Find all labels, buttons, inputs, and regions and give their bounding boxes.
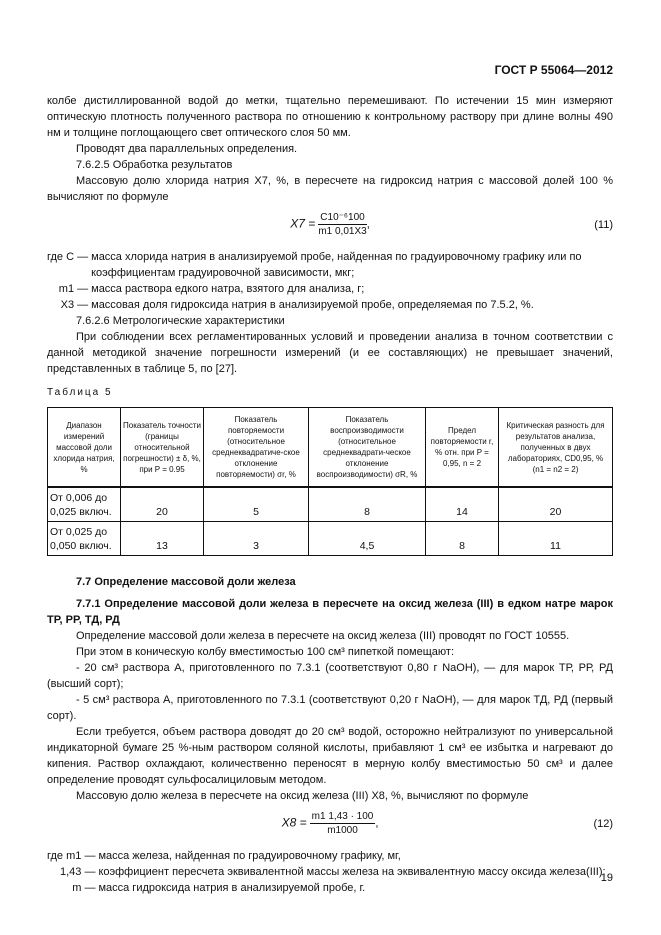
- where-key: где m1 —: [47, 850, 96, 862]
- table-row: [48, 522, 613, 556]
- table-row: [48, 487, 613, 522]
- formula-tail: ,: [366, 218, 370, 231]
- paragraph: При соблюдении всех регламентированных условий и проведении анализа в точном соответствии с данной методикой значение погрешности измерений (и ее составляющих) не превышает значений, представленных в таблице 5, по [27].: [47, 331, 613, 375]
- column-header: Предел повторяемости r, % отн. при P = 0,95, n = 2: [426, 408, 499, 488]
- formula-12: [47, 808, 613, 842]
- paragraph: При этом в коническую колбу вместимостью 100 см³ пипеткой помещают:: [76, 646, 455, 658]
- table-5: [47, 407, 613, 556]
- section-heading: 7.7 Определение массовой доли железа: [76, 576, 296, 588]
- where-list-11: [47, 249, 613, 313]
- where-key: X3 —: [60, 299, 89, 311]
- formula-lhs: X8 =: [281, 815, 307, 830]
- formula-tail: ,: [375, 817, 379, 830]
- column-header: Показатель точности (границы относительной погрешности) ± δ, %, при P = 0.95: [121, 408, 204, 488]
- where-value: масса раствора едкого натра, взятого для анализа, г;: [91, 283, 365, 295]
- paragraph: Проводят два параллельных определения.: [76, 143, 298, 155]
- standard-header: ГОСТ Р 55064—2012: [494, 63, 613, 77]
- where-value: коэффициент пересчета эквивалентной массы железа на эквивалентную массу оксида железа(III);: [98, 866, 606, 878]
- page-number: 19: [600, 872, 613, 884]
- where-key: 1,43 —: [59, 866, 96, 878]
- table-cell: 20: [499, 487, 613, 522]
- paragraph: - 5 см³ раствора А, приготовленного по 7.3.1 (соответствуют 0,20 г NaOH), — для марок ТД, РД (первый сорт).: [47, 694, 613, 722]
- document-body: [47, 93, 613, 896]
- column-header: Показатель воспроизводимости (относительное среднеквадрати-ческое отклонение воспроизводимости) σR, %: [309, 408, 426, 488]
- formula-number: (11): [594, 219, 613, 231]
- paragraph: колбе дистиллированной водой до метки, тщательно перемешивают. По истечении 15 мин измеряют оптическую плотность полученного раствора по отношению к контрольному раствору при длине волны 490 нм и толщине поглощающего свет оптического слоя 50 мм.: [47, 95, 613, 139]
- table-cell: 13: [121, 522, 204, 556]
- where-value: массовая доля гидроксида натрия в анализируемой пробе, определяемая по 7.5.2, %.: [91, 299, 534, 311]
- column-header: Показатель повторяемости (относительное среднеквадратиче-ское отклонение повторяемости) σr, %: [204, 408, 309, 488]
- formula-11: [47, 209, 613, 243]
- paragraph: - 20 см³ раствора А, приготовленного по 7.3.1 (соответствуют 0,80 г NaOH), — для марок ТР, РР, РД (высший сорт);: [47, 662, 613, 690]
- paragraph: Определение массовой доли железа в пересчете на оксид железа (III) проводят по ГОСТ 10555.: [76, 630, 570, 642]
- paragraph: Массовую долю хлорида натрия X7, %, в пересчете на гидроксид натрия с массовой долей 100 % вычисляют по формуле: [47, 175, 613, 203]
- where-key: m1 —: [58, 283, 89, 295]
- formula-lhs: X7 =: [290, 216, 316, 231]
- table-cell: 8: [309, 487, 426, 522]
- table-caption: Таблица 5: [47, 387, 113, 398]
- column-header: Диапазон измерений массовой доли хлорида натрия, %: [48, 408, 121, 488]
- where-key: где C —: [47, 251, 89, 263]
- table-cell: 4,5: [309, 522, 426, 556]
- paragraph: Массовую долю железа в пересчете на оксид железа (III) X8, %, вычисляют по формуле: [76, 790, 529, 802]
- column-header: Критическая разность для результатов анализа, полученных в двух лабораториях, CD0,95, % (n1 = n2 = 2): [499, 408, 613, 488]
- section-heading: 7.6.2.5 Обработка результатов: [76, 159, 233, 171]
- paragraph: Если требуется, объем раствора доводят до 20 см³ водой, осторожно нейтрализуют по универсальной индикаторной бумаге 25 %-ным раствором соляной кислоты, прибавляют 1 см³ ее избытка и нагревают до кипения. Раствор охлаждают, количественно переносят в мерную колбу вместимостью 50 см³ и далее определение проводят сульфосалициловым методом.: [47, 726, 613, 786]
- where-list-12: [47, 848, 613, 896]
- table-cell: От 0,006 до 0,025 включ.: [48, 487, 121, 522]
- table-cell: От 0,025 до 0,050 включ.: [48, 522, 121, 556]
- table-cell: 20: [121, 487, 204, 522]
- denominator: m1 0,01X3: [318, 226, 367, 237]
- table-cell: 14: [426, 487, 499, 522]
- section-heading: 7.6.2.6 Метрологические характеристики: [76, 315, 285, 327]
- where-key: m —: [72, 882, 96, 894]
- numerator: C10⁻⁶100: [320, 212, 365, 223]
- table-cell: 5: [204, 487, 309, 522]
- where-value: масса гидроксида натрия в анализируемой пробе, г.: [98, 882, 366, 894]
- denominator: m1000: [327, 825, 358, 836]
- table-cell: 3: [204, 522, 309, 556]
- formula-number: (12): [593, 818, 613, 830]
- table-cell: 11: [499, 522, 613, 556]
- section-heading: 7.7.1 Определение массовой доли железа в пересчете на оксид железа (III) в едком натре марок ТР, РР, ТД, РД: [47, 598, 613, 626]
- table-cell: 8: [426, 522, 499, 556]
- where-value: масса хлорида натрия в анализируемой пробе, найденная по градуировочному графику или по коэффициентам градуировочной зависимости, мкг;: [91, 251, 582, 279]
- where-value: масса железа, найденная по градуировочному графику, мг,: [98, 850, 401, 862]
- numerator: m1 1,43 · 100: [311, 811, 374, 822]
